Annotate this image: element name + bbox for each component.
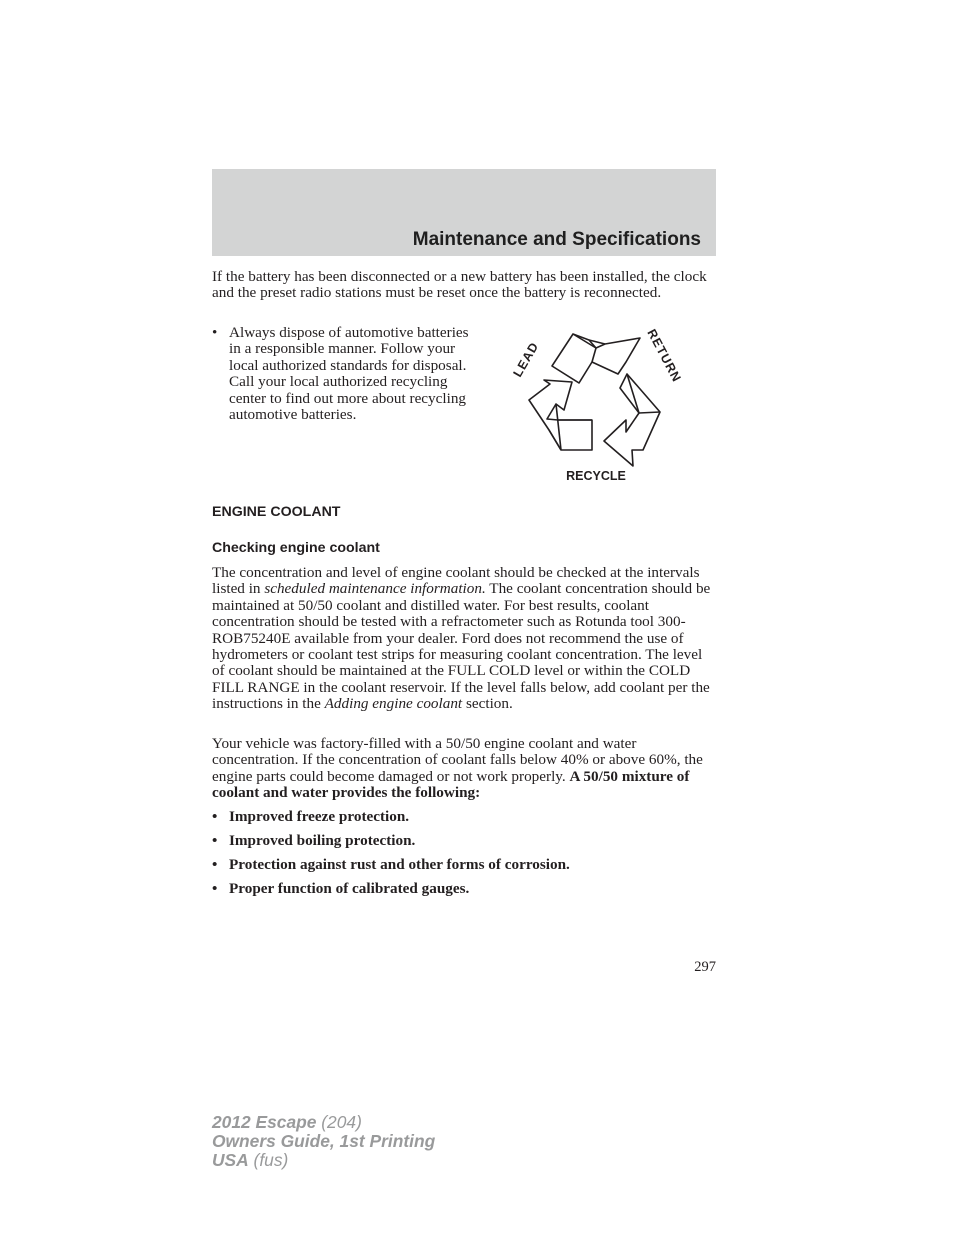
bullet-marker: • <box>212 324 218 341</box>
list-item <box>212 881 718 897</box>
checking-coolant-subheading: Checking engine coolant <box>212 540 380 556</box>
benefit-text: Protection against rust and other forms of corrosion. <box>229 856 570 873</box>
list-item <box>212 857 718 873</box>
page-number: 297 <box>694 959 716 975</box>
footer-model-code: (204) <box>316 1112 362 1132</box>
label-lead: LEAD <box>510 339 542 380</box>
engine-coolant-heading: ENGINE COOLANT <box>212 504 341 520</box>
bullet-marker: • <box>212 832 218 849</box>
footer-printing: Owners Guide, 1st Printing <box>212 1131 436 1151</box>
scheduled-maintenance-reference: scheduled maintenance information. <box>264 580 486 598</box>
lead-recycle-symbol <box>500 322 700 492</box>
para1-text-1: The concentration and level of engine coolant should be checked at the intervals listed in <box>212 564 700 598</box>
document-footer <box>212 1113 435 1170</box>
benefit-text: Improved boiling protection. <box>229 832 416 849</box>
bullet-marker: • <box>212 880 218 897</box>
para2-bold-text: A 50/50 mixture of coolant and water provides the following: <box>212 767 690 802</box>
list-item <box>212 833 718 849</box>
section-title: Maintenance and Specifications <box>412 229 701 250</box>
label-recycle: RECYCLE <box>566 469 626 483</box>
footer-model: 2012 Escape <box>212 1112 317 1132</box>
bullet-marker: • <box>212 856 218 873</box>
footer-line-market <box>212 1151 435 1170</box>
adding-coolant-reference: Adding engine coolant <box>324 695 463 713</box>
section-header-band <box>212 169 716 256</box>
bullet-marker: • <box>212 808 218 825</box>
coolant-benefits-list <box>212 809 718 905</box>
para2-text: Your vehicle was factory-filled with a 50/50 engine coolant and water concentration. If the concentration of coolant falls below 40% or above 60%, the engine parts could become damaged or not work properly. <box>212 735 703 785</box>
factory-fill-paragraph <box>212 736 718 802</box>
list-item <box>212 809 718 825</box>
recycle-arrows-icon <box>500 322 700 492</box>
benefit-text: Improved freeze protection. <box>229 808 410 825</box>
footer-line-model <box>212 1113 435 1132</box>
battery-disposal-bullet <box>212 325 472 423</box>
footer-market-code: (fus) <box>248 1150 289 1170</box>
para1-text-3: section. <box>462 695 513 713</box>
footer-line-printing <box>212 1132 435 1151</box>
coolant-concentration-paragraph <box>212 565 718 713</box>
para1-text-2: The coolant concentration should be maintained at 50/50 coolant and distilled water. For best results, coolant concentration should be tested with a refractometer such as Rotunda tool 300-ROB75240E available from your dealer. Ford does not recommend the use of hydrometers or coolant test strips for measuring coolant concentration. The level of coolant should be maintained at the FULL COLD level or within the COLD FILL RANGE in the coolant reservoir. If the level falls below, add coolant per the instructions in the <box>212 580 711 713</box>
footer-market: USA <box>212 1150 249 1170</box>
battery-disposal-text: Always dispose of automotive batteries in a responsible manner. Follow your local authorized standards for disposal. Call your local authorized recycling center to find out more about recycling automotive batteries. <box>229 324 469 424</box>
benefit-text: Proper function of calibrated gauges. <box>229 880 470 897</box>
label-return: RETURN <box>644 326 684 385</box>
battery-reset-paragraph: If the battery has been disconnected or a new battery has been installed, the clock and the preset radio stations must be reset once the battery is reconnected. <box>212 268 707 302</box>
